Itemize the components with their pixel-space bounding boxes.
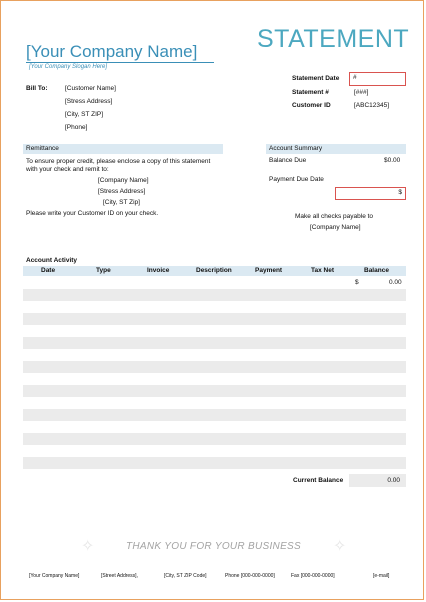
remit-to-line: [Company Name] [98, 177, 149, 184]
table-row[interactable] [23, 385, 406, 397]
table-row[interactable] [23, 421, 406, 433]
footer-city: [City, ST ZIP Code] [164, 573, 207, 579]
footer-phone: Phone [000-000-0000] [225, 573, 275, 579]
sparkle-icon: ✧ [333, 538, 347, 555]
current-balance-label: Current Balance [293, 477, 344, 484]
table-row[interactable] [23, 433, 406, 445]
bill-to-line: [Phone] [65, 124, 88, 131]
table-row[interactable] [23, 313, 406, 325]
statement-date-field[interactable]: # [349, 72, 406, 86]
account-activity-title: Account Activity [26, 257, 78, 264]
table-row[interactable] [23, 301, 406, 313]
table-row[interactable] [23, 337, 406, 349]
thank-you-message: THANK YOU FOR YOUR BUSINESS [126, 541, 301, 552]
footer-company: [Your Company Name] [29, 573, 80, 579]
payable-to-text: Make all checks payable to [295, 213, 374, 220]
bill-to-line: [City, ST ZIP] [65, 111, 104, 118]
remittance-instruction: To ensure proper credit, please enclose a copy of this statement [26, 158, 211, 165]
statement-date-label: Statement Date [292, 75, 340, 82]
account-summary-header [266, 144, 406, 154]
table-row[interactable] [23, 445, 406, 457]
column-header-description: Description [196, 267, 232, 274]
company-underline [26, 62, 214, 63]
remittance-title: Remittance [26, 145, 59, 152]
customer-id-label: Customer ID [292, 102, 331, 109]
table-row[interactable] [23, 349, 406, 361]
current-balance-value: 0.00 [387, 477, 400, 484]
remit-to-line: [City, ST Zip] [103, 199, 140, 206]
footer-email: [e-mail] [373, 573, 390, 579]
column-header-type: Type [96, 267, 111, 274]
balance-due-label: Balance Due [269, 157, 307, 164]
column-header-date: Date [41, 267, 56, 274]
remittance-instruction: with your check and remit to: [26, 166, 109, 173]
customer-id-value: [ABC12345] [354, 102, 390, 109]
column-header-invoice: Invoice [147, 267, 170, 274]
account-summary-title: Account Summary [269, 145, 323, 152]
table-row[interactable] [23, 289, 406, 301]
company-slogan: [Your Company Slogan Here] [29, 64, 108, 70]
bill-to-label: Bill To: [26, 85, 48, 92]
current-balance-cell [349, 474, 406, 487]
sparkle-icon: ✧ [81, 538, 95, 555]
row-currency: $ [355, 279, 359, 286]
statement-number-value: [###] [354, 89, 369, 96]
page-title: STATEMENT [257, 25, 410, 53]
footer-fax: Fax [000-000-0000] [291, 573, 335, 579]
remit-to-line: [Stress Address] [98, 188, 146, 195]
table-row[interactable] [23, 457, 406, 469]
table-row[interactable] [23, 409, 406, 421]
table-row[interactable] [23, 373, 406, 385]
footer-street: [Street Address], [101, 573, 138, 579]
table-row[interactable] [23, 277, 406, 289]
payment-due-label: Payment Due Date [269, 176, 324, 183]
customer-id-note: Please write your Customer ID on your check. [26, 210, 159, 217]
column-header-payment: Payment [255, 267, 283, 274]
column-header-tax-net: Tax Net [311, 267, 334, 274]
statement-number-label: Statement # [292, 89, 329, 96]
payment-due-field[interactable]: $ [335, 187, 406, 200]
bill-to-line: [Customer Name] [65, 85, 116, 92]
bill-to-line: [Stress Address] [65, 98, 113, 105]
payable-to-company: [Company Name] [310, 224, 361, 231]
row-balance: 0.00 [389, 279, 402, 286]
remittance-header [23, 144, 223, 154]
column-header-balance: Balance [364, 267, 389, 274]
company-name: [Your Company Name] [26, 42, 198, 61]
balance-due-value: $0.00 [384, 157, 401, 164]
table-row[interactable] [23, 361, 406, 373]
table-row[interactable] [23, 397, 406, 409]
table-row[interactable] [23, 325, 406, 337]
